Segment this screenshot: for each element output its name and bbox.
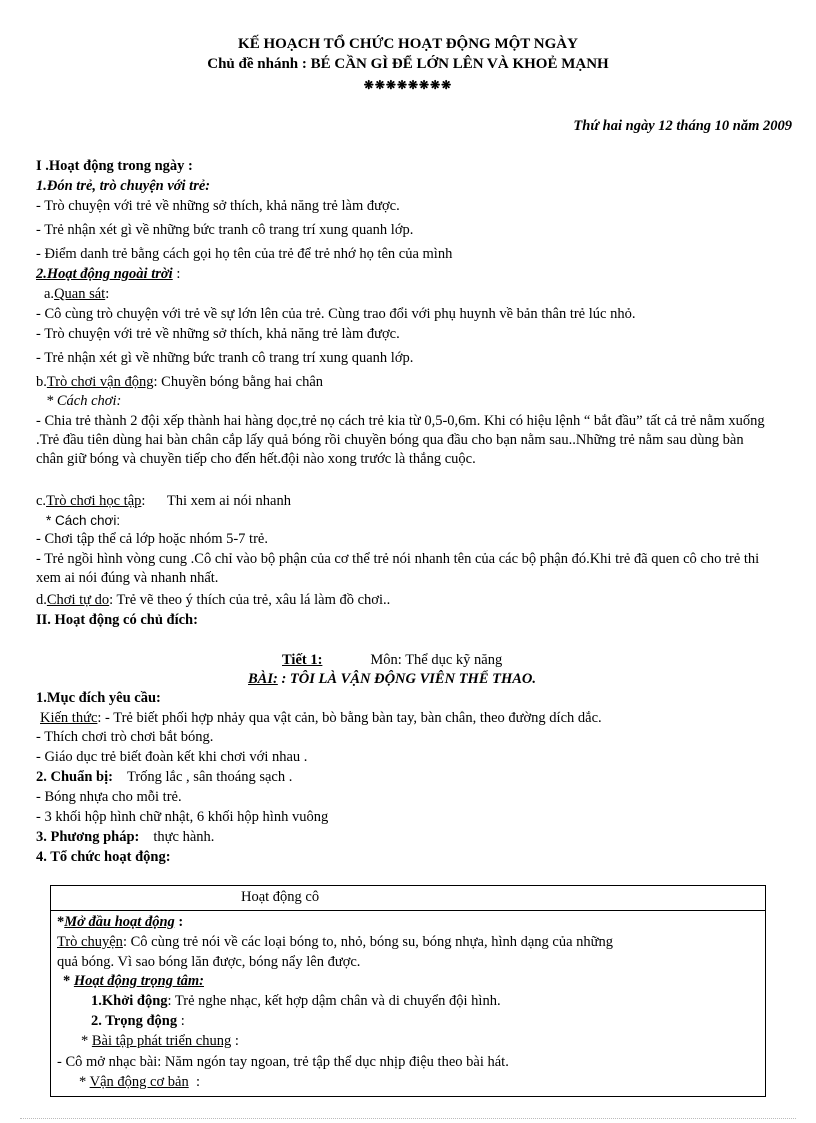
method-heading: 3. Phương pháp: — [36, 829, 140, 845]
observe-row — [44, 285, 776, 304]
knowledge-text: : - Trẻ biết phối hợp nhảy qua vật cản, bò bằng bàn tay, bàn chân, theo đường dích dắc. — [97, 710, 602, 726]
core-label: 2. Trọng động — [91, 1013, 178, 1029]
prep-heading: 2. Chuẩn bị: — [36, 769, 113, 785]
learning-game-howto: * Cách chơi: — [46, 513, 121, 528]
doc-title: KẾ HOẠCH TỔ CHỨC HOẠT ĐỘNG MỘT NGÀY — [238, 36, 578, 52]
core-row — [91, 1012, 759, 1031]
warmup-text: : Trẻ nghe nhạc, kết hợp dậm chân và di chuyển đội hình. — [167, 993, 501, 1009]
main-label: Hoạt động trọng tâm: — [73, 973, 204, 989]
observe-suffix: : — [105, 286, 110, 302]
doc-date: Thứ hai ngày 12 tháng 10 năm 2009 — [573, 118, 792, 134]
lesson-title: : TÔI LÀ VẬN ĐỘNG VIÊN THỂ THAO. — [277, 671, 537, 687]
observe-label: Quan sát — [54, 286, 106, 302]
welcome-item: - Trò chuyện với trẻ về những sở thích, khả năng trẻ làm được. — [36, 198, 400, 214]
purpose-heading: 1.Mục đích yêu cầu: — [36, 690, 161, 706]
intro-suffix: : — [174, 914, 184, 930]
basic-suffix: : — [188, 1074, 200, 1090]
outdoor-heading: 2.Hoạt động ngoài trời — [36, 266, 173, 282]
outdoor-heading-suffix: : — [172, 266, 181, 282]
knowledge-row — [40, 709, 776, 728]
observe-item: - Trẻ nhận xét gì về những bức tranh cô trang trí xung quanh lớp. — [36, 350, 414, 366]
free-play-row — [36, 591, 776, 610]
intro-row — [57, 913, 759, 932]
outdoor-heading-row — [36, 265, 776, 284]
knowledge-label: Kiến thức — [40, 710, 98, 726]
motor-game-desc: - Chia trẻ thành 2 đội xếp thành hai hàng dọc,trẻ nọ cách trẻ kia từ 0,5-0,6m. Khi có hiệu lệnh “ bắt đầu” tất cả trẻ nằm xuống .Trẻ đầu tiên dùng hai bàn chân cắp lấy quả bóng rồi chuyền bóng qua đầu cho bạn nằm sau..Những trẻ nằm sau dùng bàn chân giữ bóng và chuyền tiếp cho đến hết.đội nào xong trước là thắng cuộc. — [36, 413, 765, 467]
chat-text: : Cô cùng trẻ nói về các loại bóng to, nhỏ, bóng su, bóng nhựa, hình dạng của những — [122, 934, 614, 950]
learning-game-item: - Chơi tập thể cả lớp hoặc nhóm 5-7 trẻ. — [36, 531, 268, 547]
observe-item: - Cô cùng trò chuyện với trẻ về sự lớn lên của trẻ. Cùng trao đổi với phụ huynh về bản thân trẻ lúc nhỏ. — [36, 306, 636, 322]
learning-game-text: : Thi xem ai nói nhanh — [141, 493, 291, 509]
table-header: Hoạt động cô — [241, 889, 320, 905]
prep-row — [36, 768, 776, 787]
observe-prefix: a. — [44, 286, 55, 302]
page-bottom-rule — [20, 1118, 796, 1119]
warmup-row — [91, 992, 759, 1011]
lesson-title-row — [248, 670, 536, 689]
free-play-label: Chơi tự do — [46, 592, 110, 608]
method-row — [36, 828, 776, 847]
prep-text: Trống lắc , sân thoáng sạch . — [126, 769, 293, 785]
main-star: * — [63, 973, 71, 989]
basic-row — [79, 1073, 759, 1092]
learning-game-prefix: c. — [36, 493, 47, 509]
lesson-row — [282, 651, 502, 670]
general-label: Bài tập phát triển chung — [91, 1033, 232, 1049]
free-play-text: : Trẻ vẽ theo ý thích của trẻ, xâu lá làm đồ chơi.. — [109, 592, 391, 608]
purpose-item: - Giáo dục trẻ biết đoàn kết khi chơi với nhau . — [36, 749, 308, 765]
basic-label: Vận động cơ bản — [89, 1074, 189, 1090]
lesson-label: Tiết 1: — [282, 652, 323, 668]
section2-heading: II. Hoạt động có chủ đích: — [36, 612, 198, 628]
method-text: thực hành. — [153, 829, 215, 845]
free-play-prefix: d. — [36, 592, 47, 608]
motor-game-row — [36, 373, 776, 392]
table-header-row — [51, 886, 765, 911]
lesson-subject: Môn: Thể dục kỹ năng — [370, 652, 503, 668]
observe-item: - Trò chuyện với trẻ về những sở thích, khả năng trẻ làm được. — [36, 326, 400, 342]
intro-label: Mở đầu hoạt động — [64, 914, 175, 930]
music-row: - Cô mở nhạc bài: Năm ngón tay ngoan, trẻ tập thể dục nhịp điệu theo bài hát. — [57, 1054, 509, 1070]
chat-label: Trò chuyện — [57, 934, 123, 950]
activity-table — [50, 885, 766, 1097]
general-suffix: : — [231, 1033, 239, 1049]
core-text: : — [180, 1013, 185, 1029]
motor-game-howto: * Cách chơi: — [46, 393, 122, 409]
doc-subtitle: Chủ đề nhánh : BÉ CẦN GÌ ĐỂ LỚN LÊN VÀ KHOẺ MẠNH — [207, 56, 609, 72]
welcome-heading: 1.Đón trẻ, trò chuyện với trẻ: — [36, 178, 211, 194]
learning-game-item: - Trẻ ngồi hình vòng cung .Cô chỉ vào bộ phận của cơ thể trẻ nói nhanh tên của các bộ phận đó.Khi trẻ đã quen cô cho trẻ thi xem ai nói đúng và nhanh nhất. — [36, 551, 760, 586]
motor-game-label: Trò chơi vận động — [46, 374, 154, 390]
motor-game-prefix: b. — [36, 374, 47, 390]
general-star: * — [81, 1033, 89, 1049]
lesson-title-label: BÀI: — [248, 671, 278, 687]
welcome-item: - Điểm danh trẻ bằng cách gọi họ tên của trẻ để trẻ nhớ họ tên của mình — [36, 246, 453, 262]
learning-game-row — [36, 492, 776, 511]
motor-game-text: : Chuyền bóng bằng hai chân — [153, 374, 324, 390]
welcome-item: - Trẻ nhận xét gì về những bức tranh cô trang trí xung quanh lớp. — [36, 222, 414, 238]
prep-item: - 3 khối hộp hình chữ nhật, 6 khối hộp hình vuông — [36, 809, 329, 825]
prep-item: - Bóng nhựa cho mỗi trẻ. — [36, 789, 182, 805]
general-row — [81, 1032, 759, 1051]
main-row — [63, 972, 759, 991]
intro-star: * — [57, 914, 65, 930]
star-divider: ❋❋❋❋❋❋❋❋ — [363, 78, 453, 92]
chat-row — [57, 933, 759, 952]
chat-row-2: quả bóng. Vì sao bóng lăn được, bóng nẩy lên được. — [57, 954, 361, 970]
learning-game-label: Trò chơi học tập — [46, 493, 142, 509]
org-heading: 4. Tổ chức hoạt động: — [36, 849, 171, 865]
section1-heading: I .Hoạt động trong ngày : — [36, 158, 193, 174]
basic-star: * — [79, 1074, 87, 1090]
warmup-label: 1.Khởi động — [91, 993, 168, 1009]
purpose-item: - Thích chơi trò chơi bắt bóng. — [36, 729, 214, 745]
